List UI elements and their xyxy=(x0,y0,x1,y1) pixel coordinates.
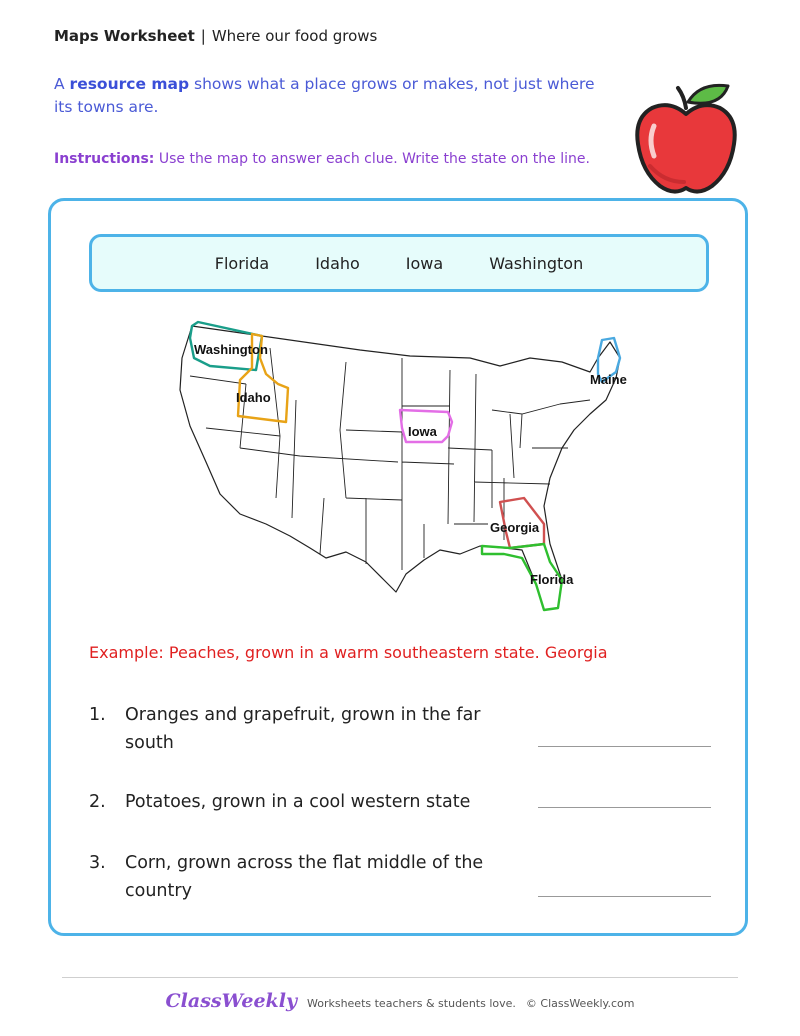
intro-text xyxy=(54,73,614,119)
question-text: Corn, grown across the flat middle of the country xyxy=(125,853,484,901)
example-clue: Example: Peaches, grown in a warm southeastern state. Georgia xyxy=(89,643,608,662)
answer-line-2[interactable] xyxy=(538,807,711,808)
worksheet-title: Maps Worksheet xyxy=(54,27,195,45)
question-number: 3. xyxy=(89,853,106,873)
answer-line-3[interactable] xyxy=(538,896,711,897)
intro-rest: shows what a place grows or makes, not just where its towns are. xyxy=(54,75,595,116)
map-label-idaho: Idaho xyxy=(236,390,271,405)
map-label-maine: Maine xyxy=(590,372,627,387)
question-number: 2. xyxy=(89,792,106,812)
word-bank-item: Iowa xyxy=(405,253,444,273)
question-text: Potatoes, grown in a cool western state xyxy=(125,792,471,812)
instructions-text: Use the map to answer each clue. Write the state on the line. xyxy=(158,151,590,167)
header-separator: | xyxy=(200,27,206,45)
question-text: Oranges and grapefruit, grown in the far south xyxy=(125,705,481,753)
map-label-georgia: Georgia xyxy=(490,520,540,535)
brand-logo: ClassWeekly xyxy=(165,990,297,1012)
question-number: 1. xyxy=(89,705,106,725)
us-resource-map xyxy=(170,318,640,618)
worksheet-subtitle: Where our food grows xyxy=(211,27,378,45)
footer xyxy=(0,990,800,1012)
instructions-label: Instructions: xyxy=(54,151,155,167)
word-bank-item: Idaho xyxy=(315,253,360,273)
word-bank-item: Washington xyxy=(489,253,584,273)
map-label-washington: Washington xyxy=(194,342,268,357)
apple-icon xyxy=(630,78,742,196)
footer-tagline: Worksheets teachers & students love. xyxy=(306,997,516,1010)
word-bank xyxy=(89,234,709,292)
intro-term: resource map xyxy=(69,75,190,93)
instructions xyxy=(54,151,590,167)
map-label-florida: Florida xyxy=(530,572,574,587)
word-bank-item: Florida xyxy=(214,253,270,273)
worksheet-header xyxy=(54,27,377,45)
footer-divider xyxy=(62,977,738,978)
answer-line-1[interactable] xyxy=(538,746,711,747)
intro-prefix: A xyxy=(54,75,65,93)
footer-copyright: © ClassWeekly.com xyxy=(525,997,635,1010)
map-label-iowa: Iowa xyxy=(408,424,437,439)
